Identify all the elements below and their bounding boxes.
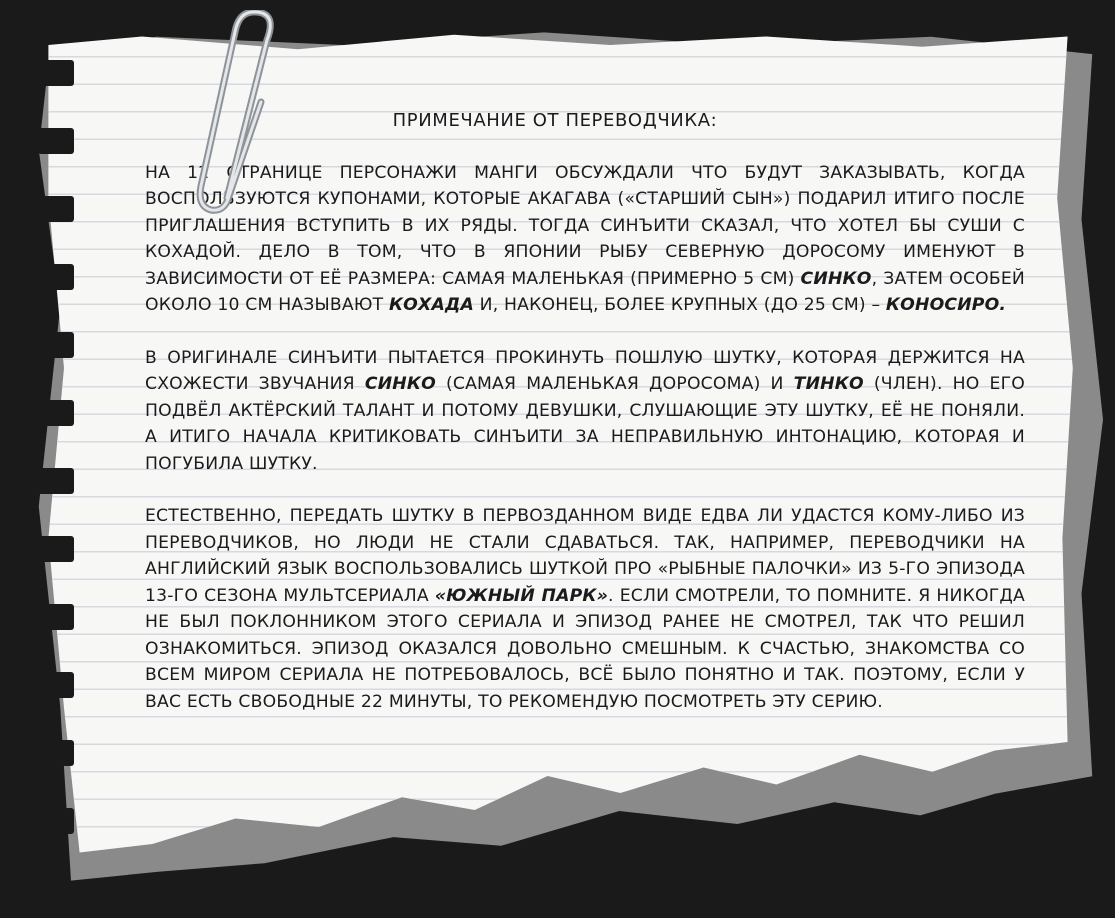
punch-hole	[38, 536, 74, 562]
punch-hole	[38, 60, 74, 86]
paragraph-joke-explanation	[145, 345, 1025, 478]
punch-hole	[38, 400, 74, 426]
punch-hole	[38, 332, 74, 358]
text-run: НА 12 СТРАНИЦЕ ПЕРСОНАЖИ МАНГИ ОБСУЖДАЛИ ЧТО БУДУТ ЗАКАЗЫВАТЬ, КОГДА ВОСПОЛЬЗУЮТСЯ КУПОНАМИ, КОТОРЫЕ АКАГАВА («СТАРШИЙ СЫН») ПОДАРИЛ ИТИГО ПОСЛЕ ПРИГЛАШЕНИЯ ВСТУПИТЬ В ИХ РЯДЫ. ТОГДА СИНЪИТИ СКАЗАЛ, ЧТО ХОТЕЛ БЫ СУШИ С КОХАДОЙ. ДЕЛО В ТОМ, ЧТО В ЯПОНИИ РЫБУ СЕВЕРНУЮ ДОРОСОМУ ИМЕНУЮТ В ЗАВИСИМОСТИ ОТ ЕЁ РАЗМЕРА: САМАЯ МАЛЕНЬКАЯ (ПРИМЕРНО 5 СМ)	[145, 162, 1025, 289]
text-run: . ЕСЛИ СМОТРЕЛИ, ТО ПОМНИТЕ. Я НИКОГДА НЕ БЫЛ ПОКЛОННИКОМ ЭТОГО СЕРИАЛА И ЭПИЗОД РАНЕЕ НЕ СМОТРЕЛ, ТАК ЧТО РЕШИЛ ОЗНАКОМИТЬСЯ. ЭПИЗОД ОКАЗАЛСЯ ДОВОЛЬНО СМЕШНЫМ. К СЧАСТЬЮ, ЗНАКОМСТВА СО ВСЕМ МИРОМ СЕРИАЛА НЕ ПОТРЕБОВАЛОСЬ, ВСЁ БЫЛО ПОНЯТНО И ТАК. ПОЭТОМУ, ЕСЛИ У ВАС ЕСТЬ СВОБОДНЫЕ 22 МИНУТЫ, ТО РЕКОМЕНДУЮ ПОСМОТРЕТЬ ЭТУ СЕРИЮ.	[145, 585, 1025, 712]
punch-hole	[38, 672, 74, 698]
text-run: , ЗАТЕМ ОСОБЕЙ ОКОЛО 10 СМ НАЗЫВАЮТ	[145, 268, 1025, 315]
emphasized-term: СИНКО	[800, 268, 872, 289]
emphasized-term: ТИНКО	[793, 374, 864, 394]
paperclip-icon	[185, 10, 295, 220]
text-run: И, НАКОНЕЦ, БОЛЕЕ КРУПНЫХ (ДО 25 СМ) –	[473, 295, 886, 315]
text-run: В ОРИГИНАЛЕ СИНЪИТИ ПЫТАЕТСЯ ПРОКИНУТЬ ПОШЛУЮ ШУТКУ, КОТОРАЯ ДЕРЖИТСЯ НА СХОЖЕСТИ ЗВУЧАНИЯ	[145, 347, 1025, 394]
text-run: (ЧЛЕН). НО ЕГО ПОДВЁЛ АКТЁРСКИЙ ТАЛАНТ И ПОТОМУ ДЕВУШКИ, СЛУШАЮЩИЕ ЭТУ ШУТКУ, ЕЁ НЕ ПОНЯЛИ. А ИТИГО НАЧАЛА КРИТИКОВАТЬ СИНЪИТИ ЗА НЕПРАВИЛЬНУЮ ИНТОНАЦИЮ, КОТОРАЯ И ПОГУБИЛА ШУТКУ.	[145, 374, 1026, 474]
note-title: ПРИМЕЧАНИЕ ОТ ПЕРЕВОДЧИКА:	[392, 110, 718, 131]
punch-hole	[38, 740, 74, 766]
punch-hole	[38, 604, 74, 630]
emphasized-term: «ЮЖНЫЙ ПАРК»	[434, 585, 609, 606]
emphasized-term: КОНОСИРО.	[885, 295, 1007, 315]
emphasized-term: КОХАДА	[388, 295, 474, 315]
punch-hole	[38, 468, 74, 494]
punch-hole	[38, 196, 74, 222]
text-run: ЕСТЕСТВЕННО, ПЕРЕДАТЬ ШУТКУ В ПЕРВОЗДАННОМ ВИДЕ ЕДВА ЛИ УДАСТСЯ КОМУ-ЛИБО ИЗ ПЕРЕВОДЧИКОВ, НО ЛЮДИ НЕ СТАЛИ СДАВАТЬСЯ. ТАК, НАПРИМЕР, ПЕРЕВОДЧИКИ НА АНГЛИЙСКИЙ ЯЗЫК ВОСПОЛЬЗОВАЛИСЬ ШУТКОЙ ПРО «РЫБНЫЕ ПАЛОЧКИ» ИЗ 5-ГО ЭПИЗОДА 13-ГО СЕЗОНА МУЛЬТСЕРИАЛА	[145, 506, 1025, 606]
punch-hole	[38, 264, 74, 290]
emphasized-term: СИНКО	[364, 374, 436, 394]
text-run: (САМАЯ МАЛЕНЬКАЯ ДОРОСОМА) И	[435, 374, 794, 394]
punch-hole	[38, 128, 74, 154]
paragraph-translation-note	[145, 503, 1025, 715]
punch-hole	[38, 808, 74, 834]
